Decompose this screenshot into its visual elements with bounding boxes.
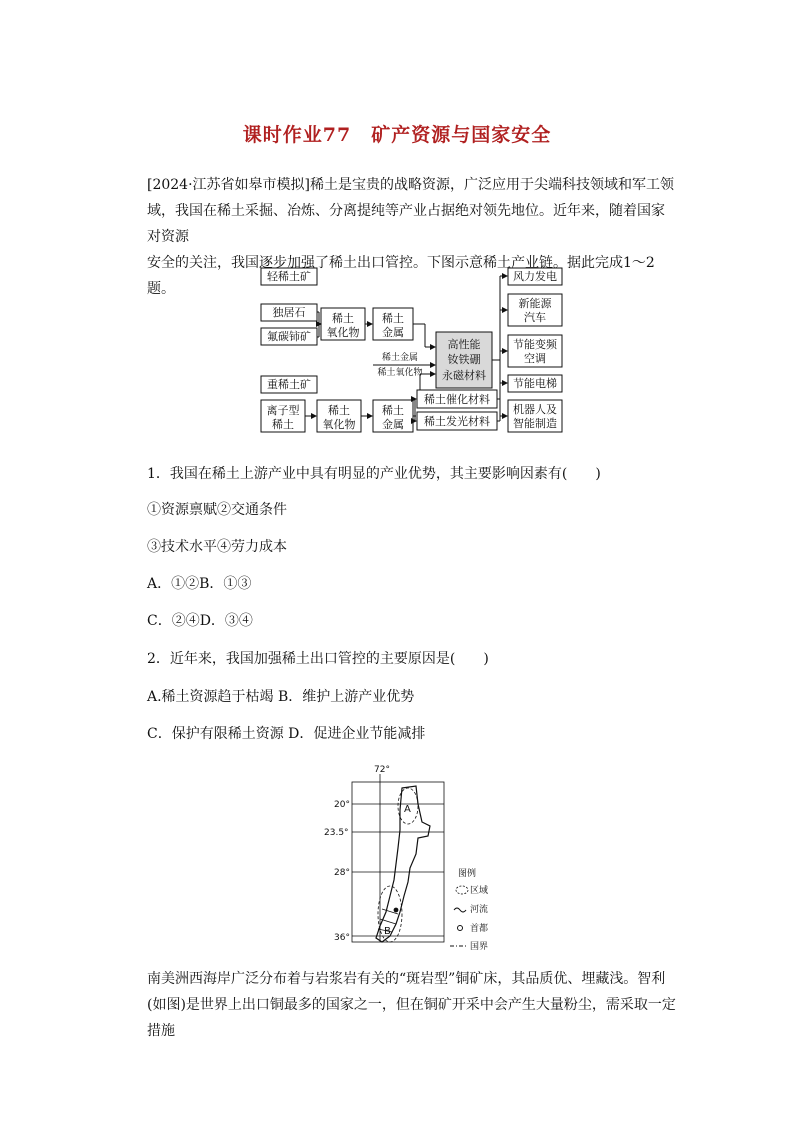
capital-dot: [394, 908, 398, 912]
chile-map: [320, 764, 500, 954]
out5-label: 机器人及: [513, 403, 557, 416]
metal2-label: 金属: [382, 418, 404, 431]
light-ore-label: 轻稀土矿: [267, 270, 311, 283]
out3-label: 节能变频: [513, 338, 557, 351]
q1-options: ①资源禀赋②交通条件: [147, 502, 287, 518]
lon-label: 72°: [374, 765, 390, 775]
lat-label: 23.5°: [324, 828, 349, 838]
legend-river: 河流: [470, 905, 489, 915]
center-label: 永磁材料: [442, 369, 486, 382]
bastnaesite-label: 氟碳铈矿: [267, 330, 311, 343]
metal1-label: 稀土: [382, 312, 404, 325]
out1-label: 风力发电: [513, 270, 557, 283]
oxide2-label: 氧化物: [322, 418, 356, 431]
region-b-label: B: [384, 926, 391, 937]
lat-label: 28°: [334, 868, 350, 878]
center-label: 钕铁硼: [447, 353, 481, 366]
out5-label: 智能制造: [513, 417, 557, 430]
chile-outline: [376, 786, 430, 942]
legend-river-icon: [454, 908, 466, 912]
metal1-label: 金属: [382, 326, 404, 339]
heavy-ore-label: 重稀土矿: [267, 378, 311, 391]
legend-border: 国界: [470, 942, 489, 952]
out3-label: 空调: [524, 352, 546, 365]
legend-title: 图例: [458, 869, 477, 879]
arrow-label: 稀土氧化物: [377, 368, 423, 378]
lat-label: 36°: [334, 933, 350, 943]
q1-stem: 1．我国在稀土上游产业中具有明显的产业优势，其主要影响因素有( ): [147, 466, 601, 482]
metal2-label: 稀土: [382, 404, 404, 417]
lat-label: 20°: [334, 800, 350, 810]
luminescent-label: 稀土发光材料: [424, 415, 490, 428]
arrow-label: 稀土金属: [381, 353, 419, 363]
rare-earth-chain-diagram: [255, 262, 575, 437]
intro-line: 安全的关注，我国逐步加强了稀土出口管控。下图示意稀土产业链。据此完成1～2题。: [147, 255, 655, 297]
legend-region: 区域: [470, 886, 489, 896]
q2-answer-ab: A.稀土资源趋于枯竭 B．维护上游产业优势: [147, 689, 415, 705]
legend-region-icon: [456, 886, 468, 894]
q1-options: ③技术水平④劳力成本: [147, 539, 287, 555]
q1-answer-cd: C．②④D．③④: [147, 613, 253, 629]
center-label: 高性能: [447, 338, 481, 351]
ionic-label: 稀土: [272, 418, 294, 431]
monazite-label: 独居石: [272, 306, 306, 319]
q1-answer-ab: A．①②B．①③: [147, 576, 252, 592]
oxide1-label: 氧化物: [326, 326, 360, 339]
q2-answer-cd: C．保护有限稀土资源 D．促进企业节能减排: [147, 726, 426, 742]
ionic-label: 离子型: [266, 404, 300, 417]
outro-line: 南美洲西海岸广泛分布着与岩浆岩有关的“斑岩型”铜矿床，其品质优、埋藏浅。智利: [147, 971, 666, 987]
out4-label: 节能电梯: [513, 377, 557, 390]
legend-capital-icon: [458, 926, 463, 931]
intro-line: [2024·江苏省如皋市模拟]稀土是宝贵的战略资源，广泛应用于尖端科技领域和军工领: [147, 177, 675, 193]
legend-capital: 首都: [470, 924, 489, 934]
out2-label: 新能源: [518, 297, 552, 310]
catalyst-label: 稀土催化材料: [424, 393, 490, 406]
outro-paragraph: [147, 966, 677, 1044]
oxide2-label: 稀土: [328, 404, 350, 417]
outro-line: (如图)是世界上出口铜最多的国家之一，但在铜矿开采中会产生大量粉尘，需采取一定措施: [147, 997, 676, 1039]
page-title: 课时作业77 矿产资源与国家安全: [242, 124, 552, 146]
region-a-label: A: [404, 804, 411, 815]
out2-label: 汽车: [524, 311, 546, 324]
oxide1-label: 稀土: [332, 312, 354, 325]
q2-stem: 2．近年来，我国加强稀土出口管控的主要原因是( ): [147, 651, 489, 667]
intro-line: 域，我国在稀土采掘、冶炼、分离提纯等产业占据绝对领先地位。近年来，随着国家对资源: [147, 203, 665, 245]
